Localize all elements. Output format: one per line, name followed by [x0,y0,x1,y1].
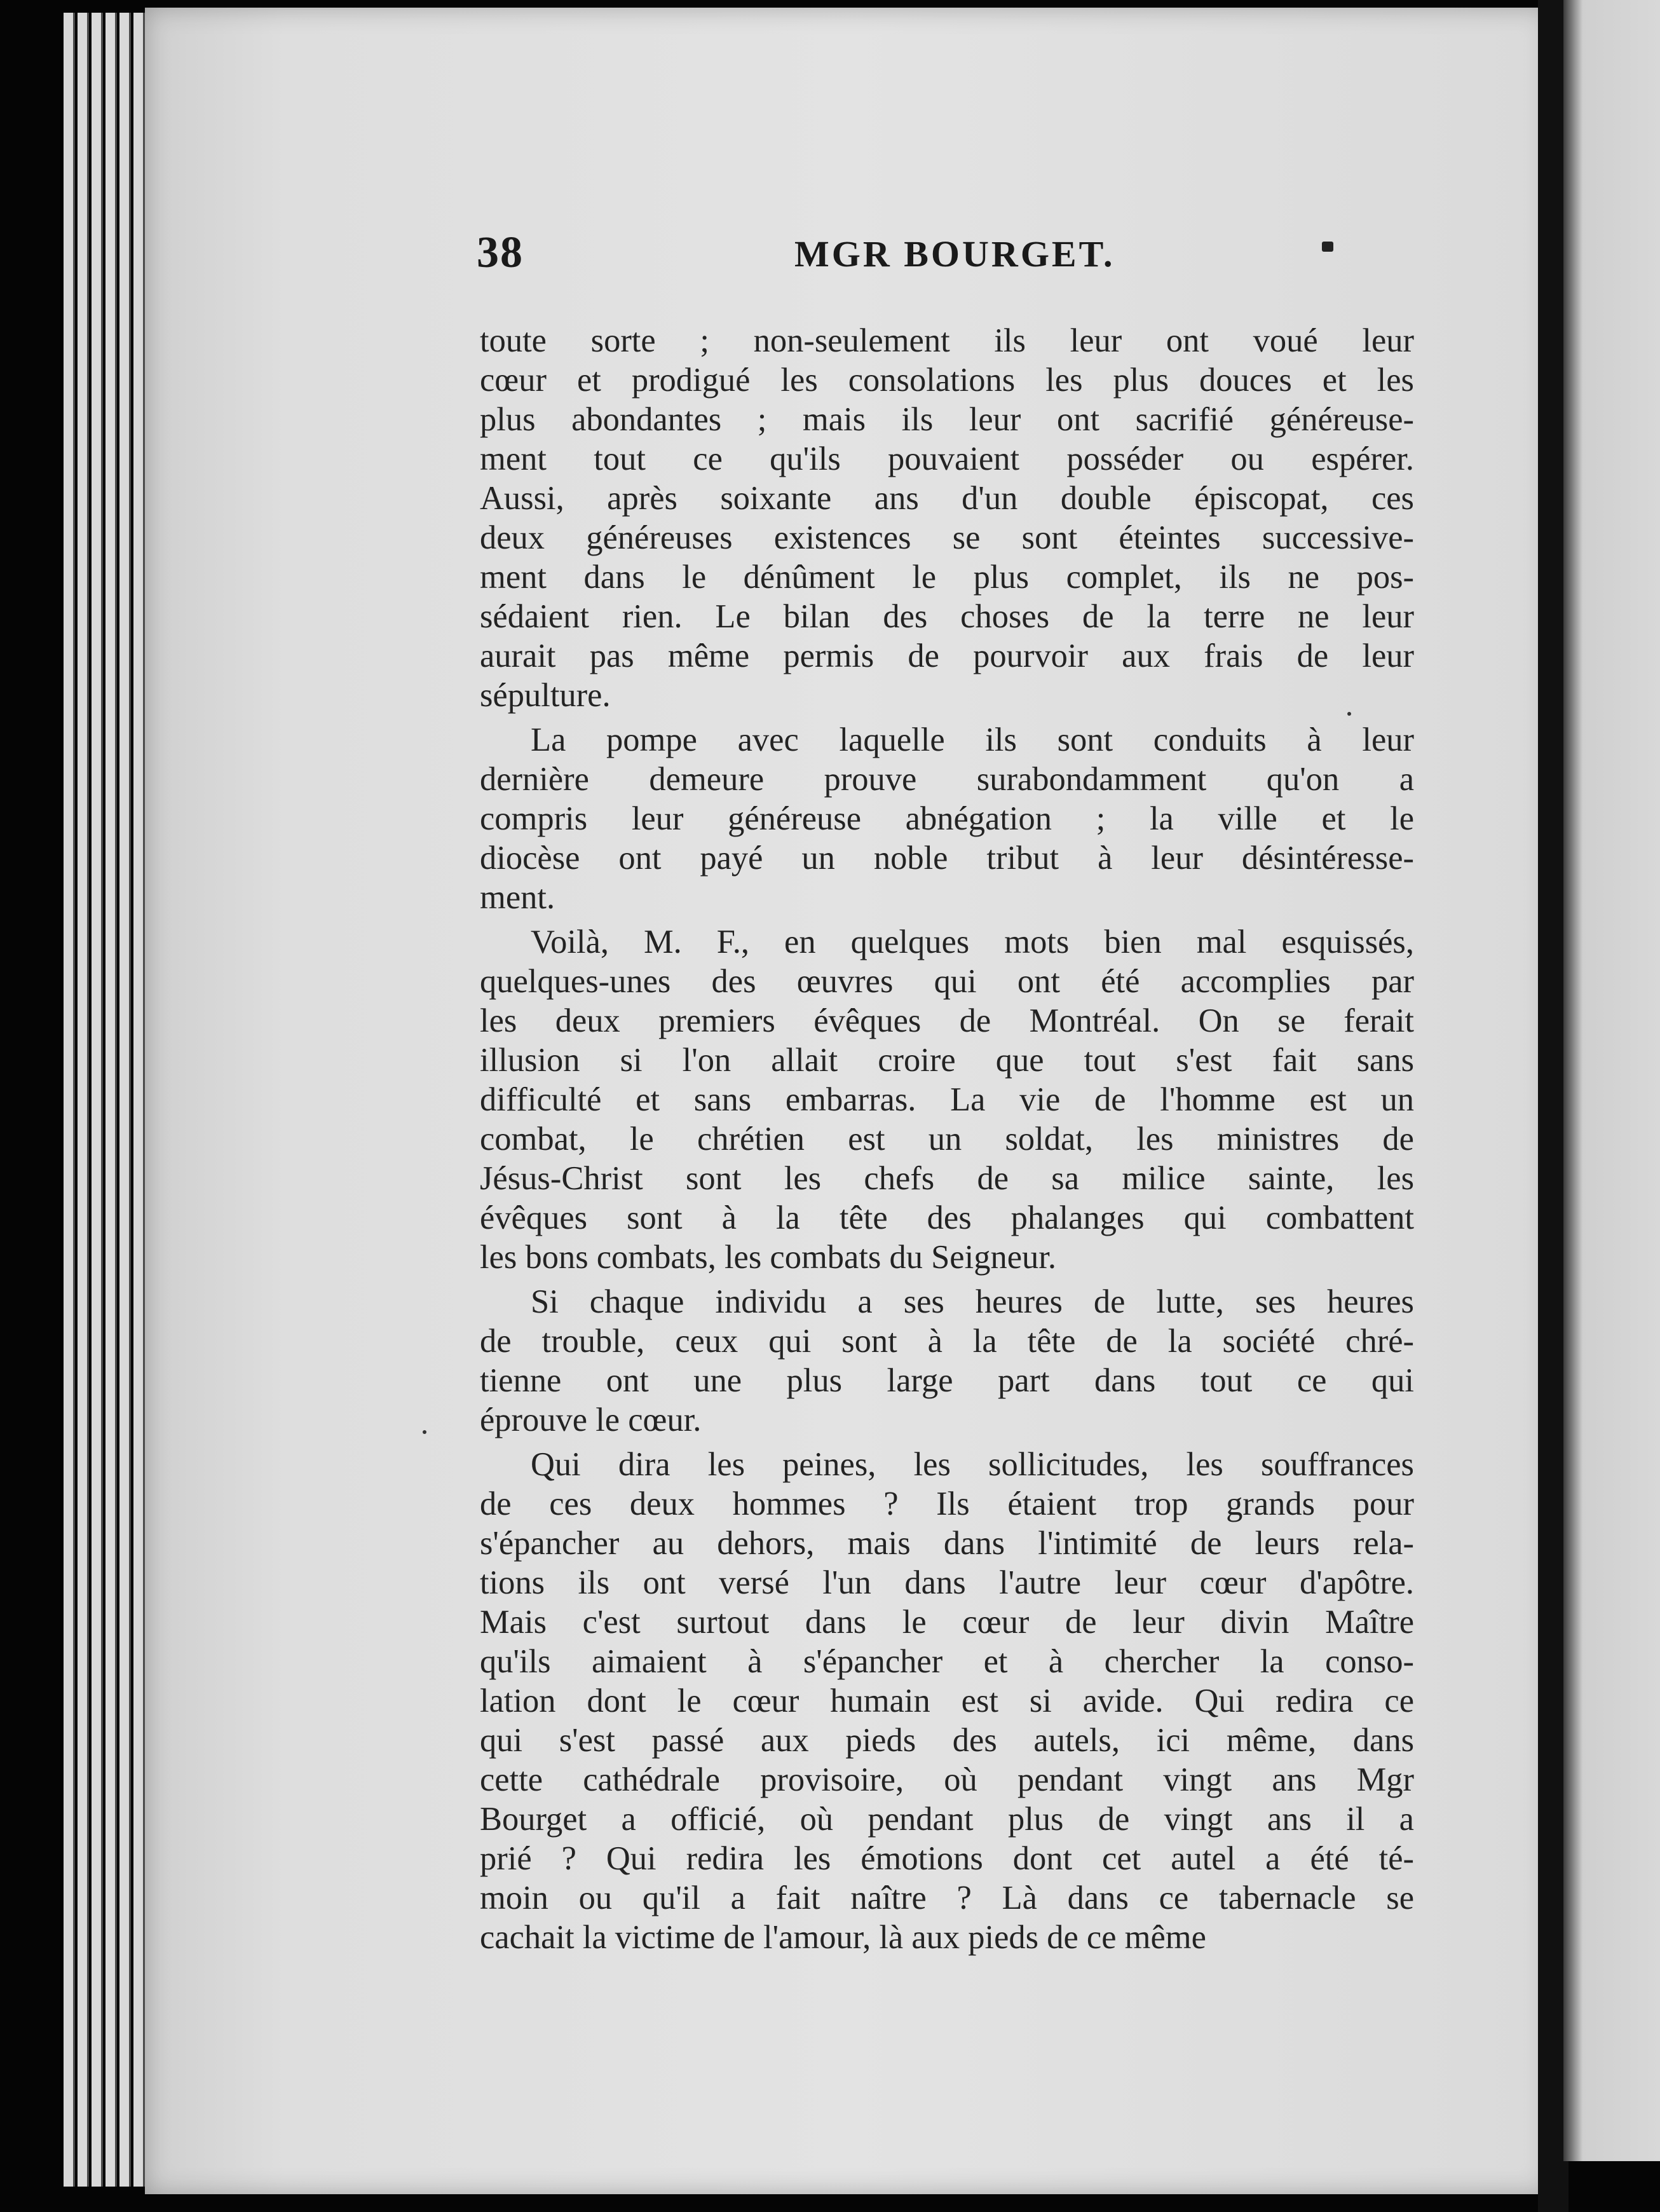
text-line: Jésus-Christ sont les chefs de sa milice sainte, les [480,1160,1414,1197]
ink-speck [423,1430,426,1434]
text-line: tienne ont une plus large part dans tout ce qui [480,1362,1414,1399]
text-line: Si chaque individu a ses heures de lutte, ses heures [531,1283,1414,1320]
text-line: aurait pas même permis de pourvoir aux frais de leur [480,638,1414,674]
text-line: cette cathédrale provisoire, où pendant vingt ans Mgr [480,1761,1414,1798]
text-line: cœur et prodigué les consolations les plus douces et les [480,362,1414,399]
text-line: plus abondantes ; mais ils leur ont sacrifié généreuse- [480,401,1414,438]
text-line: s'épancher au dehors, mais dans l'intimité de leurs rela- [480,1525,1414,1562]
text-line: difficulté et sans embarras. La vie de l'homme est un [480,1081,1414,1118]
running-title: MGR BOURGET. [794,233,1115,275]
paragraph [480,922,1414,1277]
text-line: moin ou qu'il a fait naître ? Là dans ce tabernacle se [480,1880,1414,1916]
text-line: Voilà, M. F., en quelques mots bien mal esquissés, [531,924,1414,960]
page-edge [133,13,145,2187]
text-line: diocèse ont payé un noble tribut à leur désintéresse- [480,840,1414,877]
text-line: qu'ils aimaient à s'épancher et à chercher la conso- [480,1643,1414,1680]
facing-page [1563,0,1660,2161]
text-line: qui s'est passé aux pieds des autels, ici même, dans [480,1722,1414,1759]
text-line: ment. [480,879,555,916]
page-number: 38 [477,228,524,277]
text-line: illusion si l'on allait croire que tout s'est fait sans [480,1042,1414,1079]
text-line: lation dont le cœur humain est si avide. Qui redira ce [480,1683,1414,1719]
text-line: toute sorte ; non-seulement ils leur ont voué leur [480,322,1414,359]
paragraph [480,1445,1414,1957]
body-text [480,321,1414,1962]
page-edge [119,13,131,2187]
text-line: Aussi, après soixante ans d'un double épiscopat, ces [480,480,1414,517]
text-line: ment dans le dénûment le plus complet, ils ne pos- [480,559,1414,596]
page-header [477,228,1335,285]
page-edge [92,13,103,2187]
text-line: compris leur généreuse abnégation ; la ville et le [480,800,1414,837]
paragraph [480,1282,1414,1440]
text-line: Qui dira les peines, les sollicitudes, les souffrances [531,1446,1414,1483]
text-line: combat, le chrétien est un soldat, les ministres de [480,1121,1414,1157]
text-line: éprouve le cœur. [480,1402,702,1438]
text-line: Bourget a officié, où pendant plus de vingt ans il a [480,1801,1414,1838]
text-line: La pompe avec laquelle ils sont conduits à leur [531,721,1414,758]
text-line: de trouble, ceux qui sont à la tête de la société chré- [480,1323,1414,1360]
text-line: cachait la victime de l'amour, là aux pieds de ce même [480,1919,1206,1956]
text-line: tions ils ont versé l'un dans l'autre leur cœur d'apôtre. [480,1564,1414,1601]
text-line: quelques-unes des œuvres qui ont été accomplies par [480,963,1414,1000]
text-line: sédaient rien. Le bilan des choses de la terre ne leur [480,598,1414,635]
text-line: les deux premiers évêques de Montréal. On se ferait [480,1002,1414,1039]
text-line: deux généreuses existences se sont éteintes successive- [480,519,1414,556]
ink-speck [1347,712,1351,716]
text-line: ment tout ce qu'ils pouvaient posséder ou espérer. [480,440,1414,477]
text-line: sépulture. [480,677,611,714]
text-line: Mais c'est surtout dans le cœur de leur divin Maître [480,1604,1414,1641]
page-edge [78,13,89,2187]
ink-mark [1322,242,1333,252]
text-line: de ces deux hommes ? Ils étaient trop grands pour [480,1485,1414,1522]
paragraph [480,321,1414,715]
page-edge [64,13,75,2187]
text-line: évêques sont à la tête des phalanges qui combattent [480,1199,1414,1236]
page-edge [105,13,117,2187]
text-line: dernière demeure prouve surabondamment qu'on a [480,761,1414,798]
text-line: prié ? Qui redira les émotions dont cet autel a été té- [480,1840,1414,1877]
text-line: les bons combats, les combats du Seigneur. [480,1239,1056,1276]
paragraph [480,720,1414,917]
